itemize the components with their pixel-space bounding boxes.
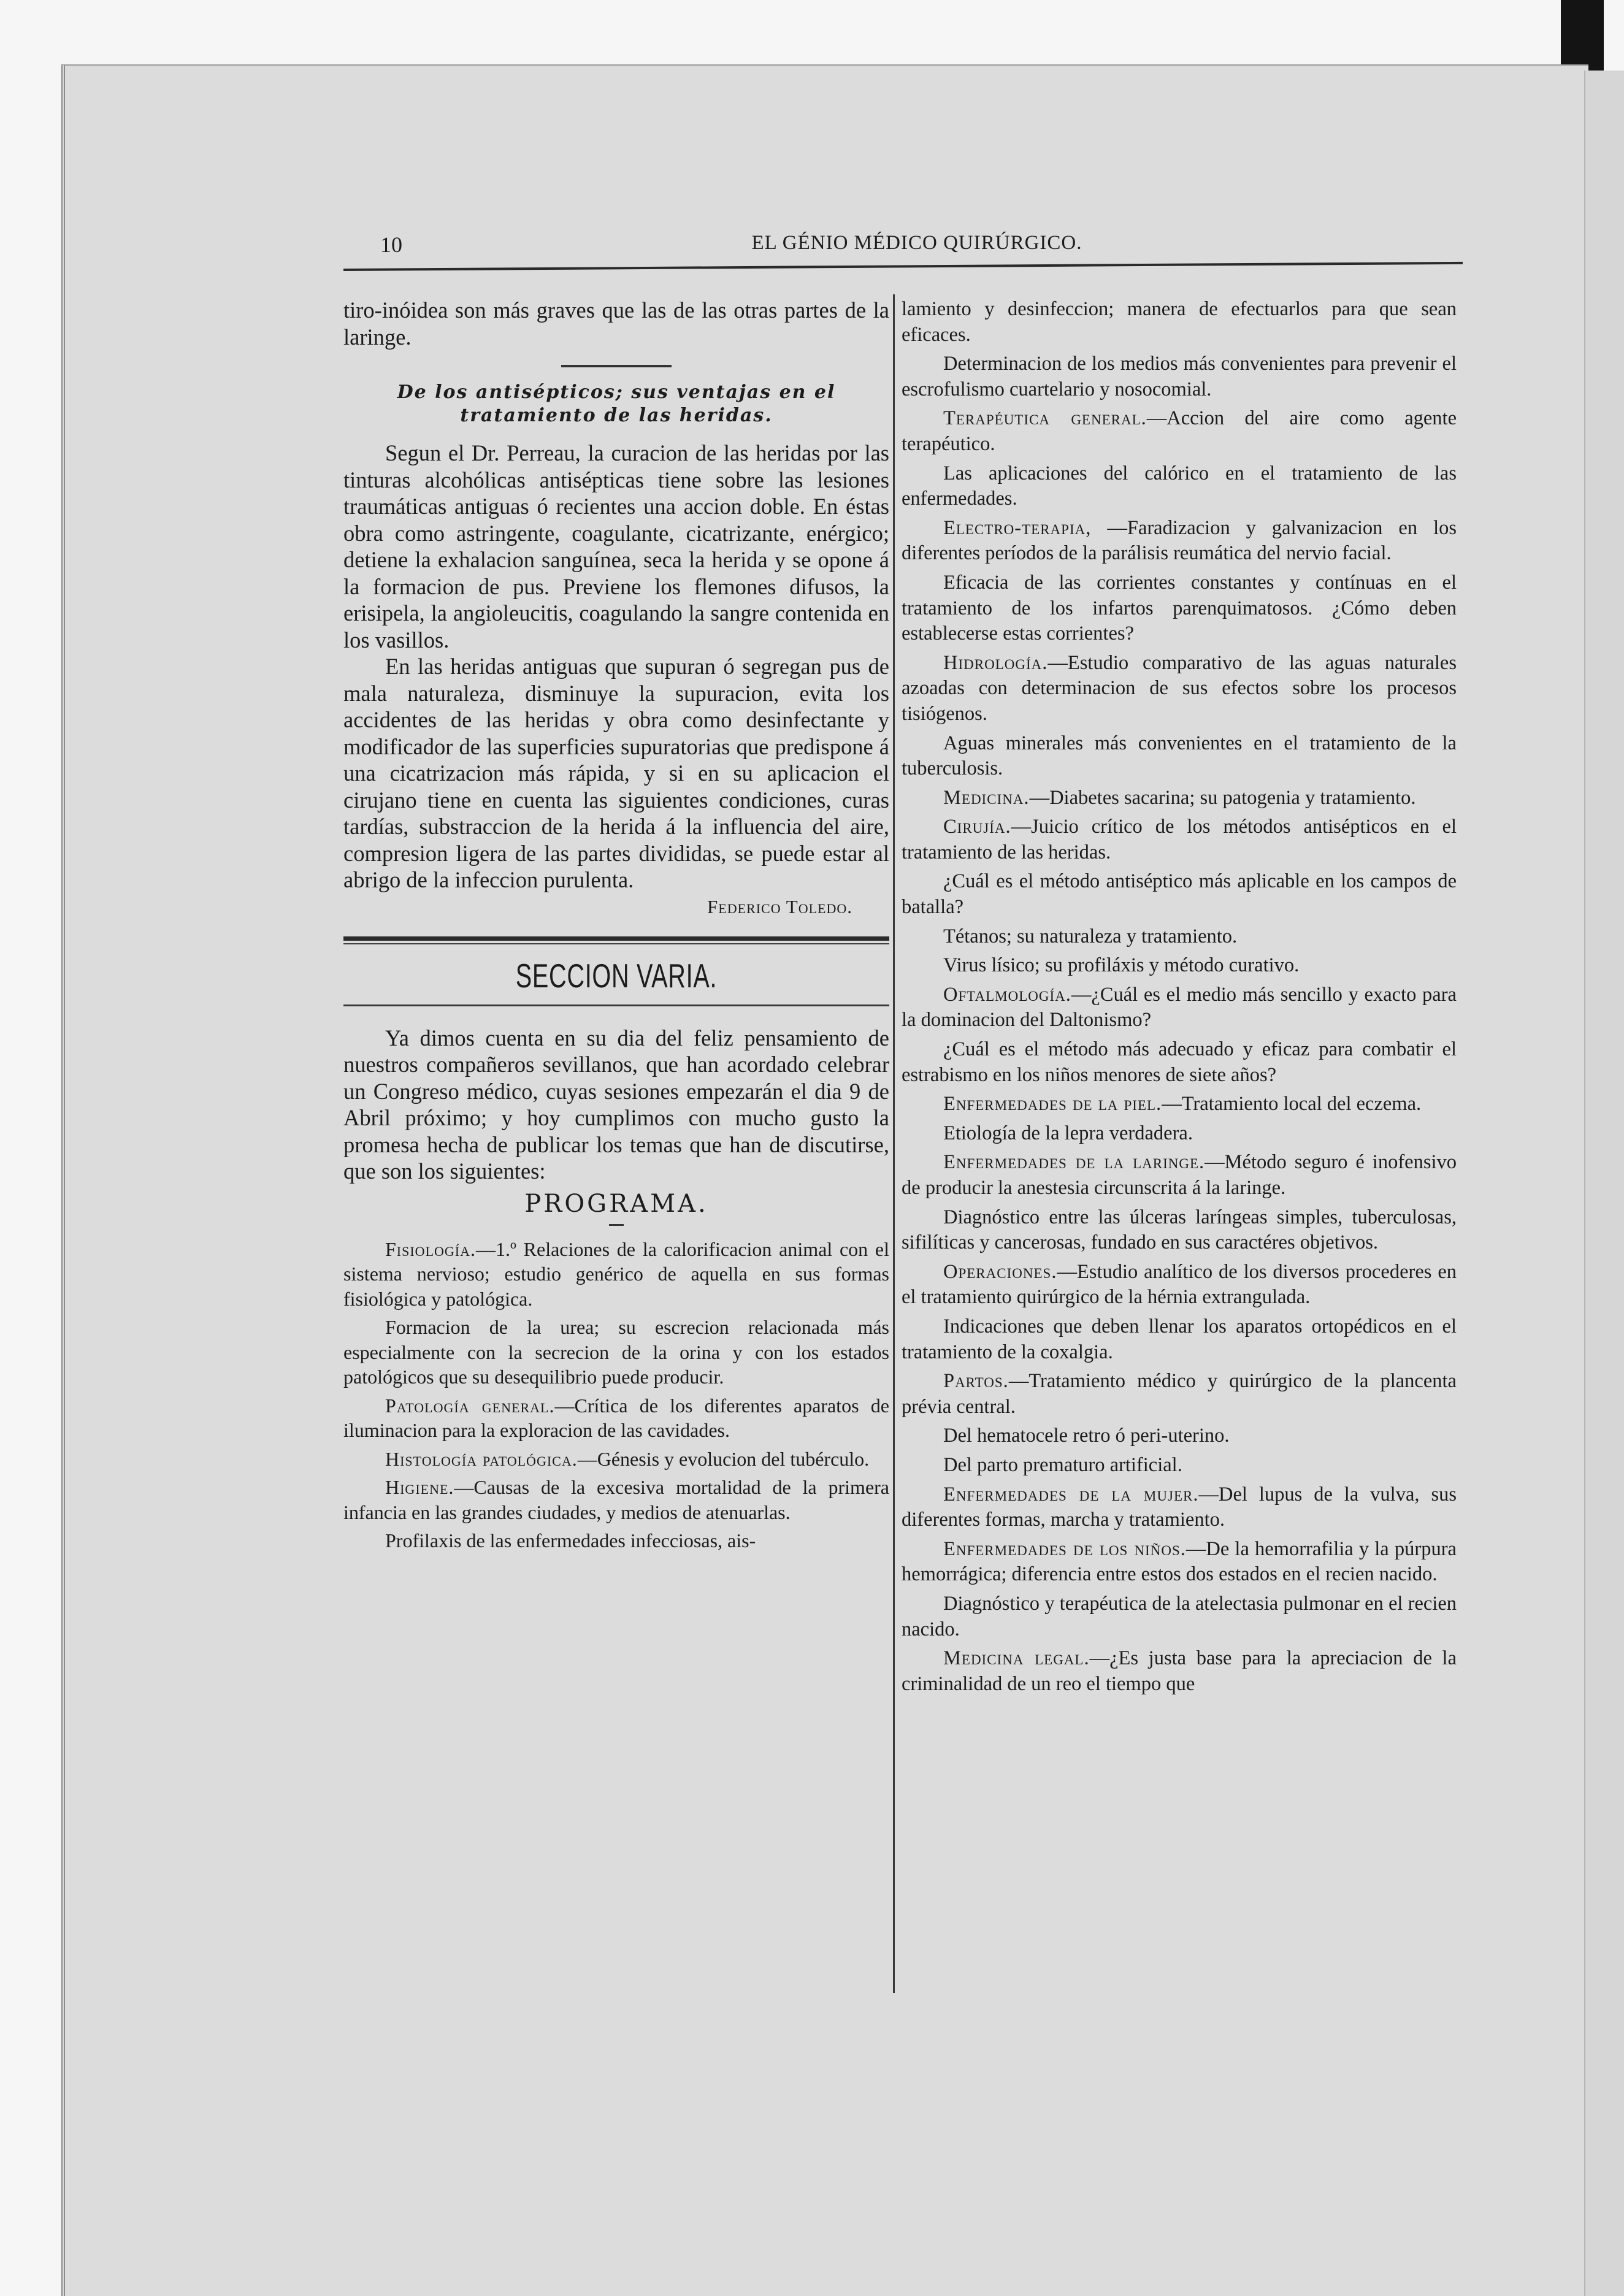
program-item <box>902 1205 1457 1256</box>
program-item-label: Partos. <box>943 1370 1009 1393</box>
program-item-text: Profilaxis de las enfermedades infecciosas, ais- <box>385 1529 756 1552</box>
program-item <box>902 1260 1457 1311</box>
program-item-text: —1.º Relaciones de la calorificacion animal con el sistema nervioso; estudio genérico de aquella en sus formas fisiológica y patológica. <box>343 1238 889 1310</box>
section-intro: Ya dimos cuenta en su dia del feliz pensamiento de nuestros compañeros sevillanos, que han acordado celebrar un Congreso médico, cuyas sesiones empezarán el dia 9 de Abril próximo; y hoy cumplimos con mucho gusto la promesa hecha de publicar los temas que han de discutirse, que son los siguientes: <box>343 1025 889 1184</box>
program-item-label: Oftalmología. <box>943 983 1071 1006</box>
continuation-text: tiro-inóidea son más graves que las de las otras partes de la laringe. <box>343 297 889 350</box>
program-item <box>343 1447 889 1472</box>
program-item <box>902 1314 1457 1365</box>
program-item-label: Terapéutica general. <box>943 407 1147 430</box>
scan-backdrop <box>1561 0 1604 71</box>
program-item-text: Etiología de la lepra verdadera. <box>943 1122 1193 1144</box>
article-signature: Federico Toledo. <box>707 895 852 917</box>
program-item-text: —Estudio comparativo de las aguas naturales azoadas con determinacion de sus efectos sobre los procesos tisiógenos. <box>902 651 1457 725</box>
program-item-text: —Juicio crítico de los métodos antisépticos en el tratamiento de las heridas. <box>902 816 1457 863</box>
program-item-text: Determinacion de los medios más convenientes para prevenir el escrofulismo cuartelario y nosocomial. <box>902 353 1457 400</box>
page-header <box>374 228 1460 265</box>
program-item-text: —Causas de la excesiva mortalidad de la primera infancia en las grandes ciudades, y medios de atenuarlas. <box>343 1476 889 1523</box>
program-item <box>902 516 1457 567</box>
program-item-text: —¿Es justa base para la apreciacion de la criminalidad de un reo el tiempo que <box>902 1647 1457 1695</box>
program-list-left <box>343 1237 889 1553</box>
program-item-text: —Tratamiento local del eczema. <box>1162 1093 1422 1115</box>
program-item <box>902 1037 1457 1088</box>
program-item <box>902 731 1457 782</box>
program-item <box>902 1453 1457 1479</box>
program-item <box>343 1475 889 1525</box>
program-item <box>902 982 1457 1033</box>
program-item-text: —Tratamiento médico y quirúrgico de la plancenta prévia central. <box>902 1370 1457 1418</box>
program-item-text: ¿Cuál es el método antiséptico más aplicable en los campos de batalla? <box>902 870 1457 919</box>
program-item-label: Hidrología. <box>943 651 1048 674</box>
program-item-text: Eficacia de las corrientes constantes y contínuas en el tratamiento de los infartos parenquimatosos. ¿Cómo deben establecerse estas corrientes? <box>902 571 1457 645</box>
section-divider-thin <box>343 943 889 944</box>
program-item-text: —De la hemorrafilia y la púrpura hemorrágica; diferencia entre estos dos estados en el recien nacido. <box>902 1537 1457 1586</box>
program-item-text: —¿Cuál es el medio más sencillo y exacto para la dominacion del Daltonismo? <box>902 983 1457 1031</box>
program-item-text: Del parto prematuro artificial. <box>943 1453 1182 1476</box>
program-item <box>902 1423 1457 1449</box>
adjacent-page-edge <box>1584 71 1624 2296</box>
separator-rule <box>561 365 672 367</box>
section-title-rule <box>343 1005 889 1006</box>
program-item <box>902 924 1457 950</box>
left-column <box>343 297 889 1553</box>
program-item-label: Medicina. <box>943 786 1030 809</box>
program-item <box>902 1369 1457 1420</box>
program-item-text: Indicaciones que deben llenar los aparatos ortopédicos en el tratamiento de la coxalgia. <box>902 1315 1457 1363</box>
program-item-text: Virus lísico; su profiláxis y método curativo. <box>943 954 1300 977</box>
program-item-label: Operaciones. <box>943 1260 1057 1283</box>
section-title: SECCION VARIA. <box>515 956 718 995</box>
program-item-label: Medicina legal. <box>943 1647 1090 1670</box>
program-item <box>902 953 1457 979</box>
program-item-label: Enfermedades de la mujer. <box>943 1483 1199 1506</box>
program-item-label: Enfermedades de la piel. <box>943 1093 1162 1115</box>
program-item-text: Aguas minerales más convenientes en el tratamiento de la tuberculosis. <box>902 732 1457 780</box>
program-item-text: lamiento y desinfeccion; manera de efectuarlos para que sean eficaces. <box>902 298 1457 346</box>
program-item <box>343 1393 889 1443</box>
article-title: De los antisépticos; sus ventajas en el tratamiento de las heridas. <box>397 381 836 426</box>
program-item <box>902 351 1457 402</box>
program-item-text: —Crítica de los diferentes aparatos de iluminacion para la exploracion de las cavidades. <box>343 1394 889 1441</box>
program-item-text: —Faradizacion y galvanizacion en los diferentes períodos de la parálisis reumática del nervio facial. <box>902 516 1457 565</box>
program-item-text: Tétanos; su naturaleza y tratamiento. <box>943 925 1238 947</box>
program-item <box>902 1150 1457 1201</box>
program-item <box>902 869 1457 920</box>
running-title: EL GÉNIO MÉDICO QUIRÚRGICO. <box>751 232 1082 254</box>
program-item-text: Diagnóstico entre las úlceras laríngeas simples, tuberculosas, sifilíticas y cancerosas, fundado en sus caractéres objetivos. <box>902 1206 1457 1254</box>
program-item <box>902 1537 1457 1588</box>
program-item <box>902 570 1457 647</box>
program-item <box>902 297 1457 348</box>
page-number: 10 <box>380 232 402 257</box>
program-item-label: Electro-terapia, <box>943 516 1092 539</box>
section-divider-thick <box>343 936 889 941</box>
program-item <box>902 406 1457 457</box>
program-item-text: Diagnóstico y terapéutica de la atelectasia pulmonar en el recien nacido. <box>902 1592 1457 1640</box>
right-column <box>902 297 1457 1697</box>
program-item <box>902 1591 1457 1642</box>
program-item <box>343 1528 889 1553</box>
program-item-text: ¿Cuál es el método más adecuado y eficaz para combatir el estrabismo en los niños menores de siete años? <box>902 1038 1457 1086</box>
program-item-label: Cirujía. <box>943 816 1011 838</box>
program-item <box>902 1121 1457 1147</box>
program-item-text: —Accion del aire como agente terapéutico. <box>902 407 1457 455</box>
program-item-label: Higiene. <box>385 1476 454 1498</box>
program-item-text: —Método seguro é inofensivo de producir la anestesia circunscrita á la laringe. <box>902 1151 1457 1199</box>
program-item-label: Histología patológica. <box>385 1447 578 1470</box>
column-divider <box>893 294 895 1993</box>
program-item-label: Patología general. <box>385 1394 555 1417</box>
article-paragraph: Segun el Dr. Perreau, la curacion de las heridas por las tinturas alcohólicas antisépticas tiene sobre las lesiones traumáticas antiguas ó recientes una accion doble. En éstas obra como astringente, coagulante, cicatrizante, enérgico; detiene la exhalacion sanguínea, seca la herida y se opone á la formacion de pus. Previene los flemones difusos, la erisipela, la angioleucitis, coagulando la sangre contenida en los vasillos. <box>343 440 889 652</box>
program-item-text: —Estudio analítico de los diversos procederes en el tratamiento quirúrgico de la hérnia extrangulada. <box>902 1260 1457 1309</box>
program-item-label: Enfermedades de la laringe. <box>943 1151 1205 1174</box>
program-item <box>902 651 1457 727</box>
program-item-text: Formacion de la urea; su escrecion relacionada más especialmente con la secrecion de la orina y con los estados patológicos que su desequilibrio puede producir. <box>343 1316 889 1388</box>
program-item-text: Del hematocele retro ó peri-uterino. <box>943 1425 1230 1447</box>
program-rule <box>609 1224 624 1226</box>
program-item-label: Fisiología. <box>385 1238 476 1260</box>
program-item <box>343 1237 889 1312</box>
program-item <box>343 1315 889 1390</box>
program-item <box>902 461 1457 512</box>
program-title: PROGRAMA. <box>524 1189 708 1218</box>
article-paragraph: En las heridas antiguas que supuran ó segregan pus de mala naturaleza, disminuye la supuracion, evita los accidentes de las heridas y obra como desinfectante y modificador de las superficies supuratorias que predispone á una cicatrizacion más rápida, y si en su aplicacion el cirujano tiene en cuenta las siguientes condiciones, curas tardías, substraccion de la herida á la influencia del aire, compresion ligera de las partes divididas, se puede estar al abrigo de la infeccion purulenta. <box>343 654 889 892</box>
program-item-text: —Génesis y evolucion del tubérculo. <box>577 1447 870 1470</box>
program-item <box>902 1482 1457 1533</box>
program-item <box>902 1646 1457 1697</box>
program-item <box>902 786 1457 811</box>
program-item-text: —Diabetes sacarina; su patogenia y tratamiento. <box>1029 786 1416 809</box>
program-item <box>902 1092 1457 1117</box>
program-item-label: Enfermedades de los niños. <box>943 1537 1186 1560</box>
program-item <box>902 814 1457 865</box>
program-item-text: Las aplicaciones del calórico en el tratamiento de las enfermedades. <box>902 462 1457 510</box>
program-item-text: —Del lupus de la vulva, sus diferentes formas, marcha y tratamiento. <box>902 1483 1457 1531</box>
